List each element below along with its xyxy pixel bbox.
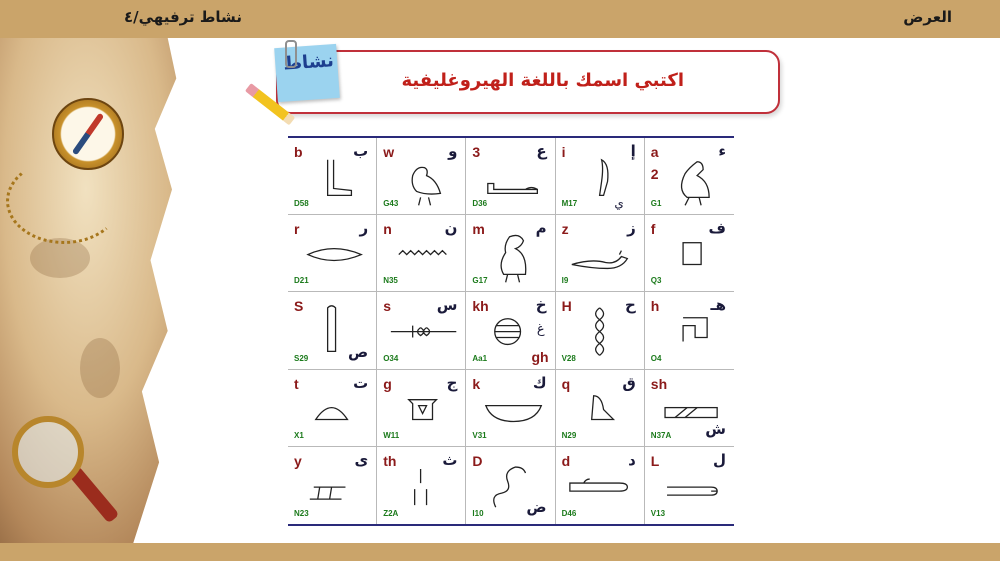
hieroglyph-cell-aa1 bbox=[466, 292, 555, 369]
gardiner-code: G17 bbox=[472, 276, 488, 286]
arabic-letter: ث bbox=[442, 450, 458, 469]
hieroglyph-cell-g1 bbox=[645, 138, 734, 215]
arabic-letter-extra: ي bbox=[614, 196, 624, 211]
arabic-letter: و bbox=[448, 142, 458, 160]
arabic-letter: ى bbox=[354, 450, 369, 469]
arabic-letter: ض bbox=[526, 497, 547, 516]
latin-letter: n bbox=[383, 221, 392, 238]
arabic-letter: ح bbox=[624, 296, 636, 315]
hieroglyph-cell-o4 bbox=[645, 292, 734, 369]
hieroglyph-cell-d46 bbox=[556, 447, 645, 524]
arabic-letter: م bbox=[535, 219, 547, 238]
latin-letter-extra: 2 bbox=[650, 166, 659, 182]
gardiner-code: D36 bbox=[472, 199, 488, 209]
gardiner-code: Q3 bbox=[650, 276, 662, 286]
latin-letter: z bbox=[561, 221, 569, 238]
arabic-letter: ج bbox=[446, 373, 458, 392]
gardiner-code: G1 bbox=[650, 199, 662, 209]
hieroglyph-cell-d58 bbox=[288, 138, 377, 215]
arabic-letter-extra: غ bbox=[536, 322, 545, 338]
magnifier-icon bbox=[12, 416, 84, 488]
hieroglyph-cell-i9 bbox=[556, 215, 645, 292]
arabic-letter: ف bbox=[708, 219, 726, 238]
gardiner-code: D46 bbox=[561, 508, 577, 518]
latin-letter: kh bbox=[472, 298, 489, 315]
latin-letter: r bbox=[294, 221, 300, 238]
note-label: نشاط bbox=[282, 50, 335, 75]
top-bar bbox=[0, 0, 1000, 38]
hieroglyph-cell-n29 bbox=[556, 370, 645, 447]
arabic-letter: ب bbox=[353, 142, 369, 160]
latin-letter: S bbox=[294, 298, 304, 315]
latin-letter: m bbox=[472, 221, 485, 238]
arabic-letter: ص bbox=[348, 342, 369, 361]
hieroglyph-cell-g43 bbox=[377, 138, 466, 215]
instruction-text: اكتبي اسمك باللغة الهيروغليفية bbox=[401, 70, 684, 91]
arabic-letter: ت bbox=[353, 373, 369, 392]
arabic-letter: ن bbox=[444, 219, 458, 238]
latin-letter: d bbox=[561, 452, 571, 469]
hieroglyph-cell-s29 bbox=[288, 292, 377, 369]
gardiner-code: G43 bbox=[383, 199, 399, 209]
latin-letter: k bbox=[472, 375, 481, 392]
gardiner-code: N35 bbox=[383, 276, 398, 286]
gardiner-code: M17 bbox=[561, 199, 578, 209]
latin-letter: H bbox=[561, 298, 572, 315]
gardiner-code: N23 bbox=[294, 508, 309, 518]
compass-icon bbox=[52, 98, 124, 170]
latin-letter: w bbox=[383, 144, 395, 160]
hieroglyph-cell-v13 bbox=[645, 447, 734, 524]
gardiner-code: D21 bbox=[294, 276, 309, 286]
latin-letter: a bbox=[650, 144, 659, 160]
latin-letter: g bbox=[383, 375, 392, 392]
hieroglyph-cell-d21 bbox=[288, 215, 377, 292]
arabic-letter: ق bbox=[622, 373, 636, 392]
latin-letter: sh bbox=[650, 375, 668, 392]
map-stain bbox=[30, 238, 90, 278]
arabic-letter: ع bbox=[536, 142, 547, 160]
hieroglyph-cell-o34 bbox=[377, 292, 466, 369]
bottom-bar bbox=[0, 543, 1000, 561]
paperclip-icon bbox=[285, 40, 297, 68]
arabic-letter: ر bbox=[359, 219, 369, 238]
latin-letter: b bbox=[294, 144, 303, 160]
compass-chain bbox=[6, 158, 122, 244]
instruction-banner bbox=[276, 50, 780, 114]
activity-title: نشاط ترفيهي/٤ bbox=[124, 8, 242, 26]
gardiner-code: W11 bbox=[383, 430, 400, 440]
hieroglyph-cell-n23 bbox=[288, 447, 377, 524]
gardiner-code: Z2A bbox=[383, 508, 399, 518]
latin-letter: q bbox=[561, 375, 571, 392]
gardiner-code: O34 bbox=[383, 353, 399, 363]
latin-letter: i bbox=[561, 144, 566, 160]
latin-letter: th bbox=[383, 452, 397, 469]
latin-letter: 3 bbox=[472, 144, 481, 160]
latin-letter: y bbox=[294, 452, 302, 469]
hieroglyph-cell-v31 bbox=[466, 370, 555, 447]
arabic-letter: د bbox=[628, 450, 636, 469]
latin-letter: t bbox=[294, 375, 299, 392]
gardiner-code: N29 bbox=[561, 430, 577, 440]
arabic-letter: خ bbox=[535, 296, 547, 315]
gardiner-code: Aa1 bbox=[472, 353, 488, 363]
hieroglyph-cell-v28 bbox=[556, 292, 645, 369]
hieroglyph-table bbox=[288, 136, 734, 526]
hieroglyph-cell-q3 bbox=[645, 215, 734, 292]
presentation-title: العرض bbox=[903, 8, 952, 26]
arabic-letter: إ bbox=[630, 142, 636, 160]
hieroglyph-cell-g17 bbox=[466, 215, 555, 292]
gardiner-code: I9 bbox=[561, 276, 569, 286]
hieroglyph-cell-z2a bbox=[377, 447, 466, 524]
arabic-letter: ل bbox=[712, 450, 726, 469]
arabic-letter: ك bbox=[532, 373, 547, 392]
arabic-letter: هـ bbox=[710, 296, 726, 315]
decorative-map-panel bbox=[0, 38, 215, 543]
gardiner-code: V28 bbox=[561, 353, 576, 363]
hieroglyph-cell-d36 bbox=[466, 138, 555, 215]
hieroglyph-cell-m17 bbox=[556, 138, 645, 215]
latin-letter: h bbox=[650, 298, 660, 315]
hieroglyph-cell-w11 bbox=[377, 370, 466, 447]
map-stain bbox=[80, 338, 120, 398]
gardiner-code: X1 bbox=[294, 430, 304, 440]
arabic-letter: س bbox=[436, 296, 458, 315]
latin-letter: L bbox=[650, 452, 660, 469]
gardiner-code: D58 bbox=[294, 199, 309, 209]
gardiner-code: V13 bbox=[650, 508, 666, 518]
latin-letter: f bbox=[650, 221, 656, 238]
hieroglyph-cell-x1 bbox=[288, 370, 377, 447]
latin-letter: s bbox=[383, 298, 391, 315]
hieroglyph-cell-n37a bbox=[645, 370, 734, 447]
arabic-letter: ء bbox=[718, 142, 726, 160]
gardiner-code: V31 bbox=[472, 430, 487, 440]
hieroglyph-cell-n35 bbox=[377, 215, 466, 292]
gardiner-code: I10 bbox=[472, 508, 484, 518]
gardiner-code: O4 bbox=[650, 353, 662, 363]
latin-letter: D bbox=[472, 452, 483, 469]
arabic-letter: ش bbox=[705, 419, 726, 438]
gardiner-code: N37A bbox=[650, 430, 672, 440]
arabic-letter: ز bbox=[627, 219, 636, 238]
hieroglyph-cell-i10 bbox=[466, 447, 555, 524]
gardiner-code: S29 bbox=[294, 353, 309, 363]
latin-letter-bottom: gh bbox=[531, 348, 549, 365]
